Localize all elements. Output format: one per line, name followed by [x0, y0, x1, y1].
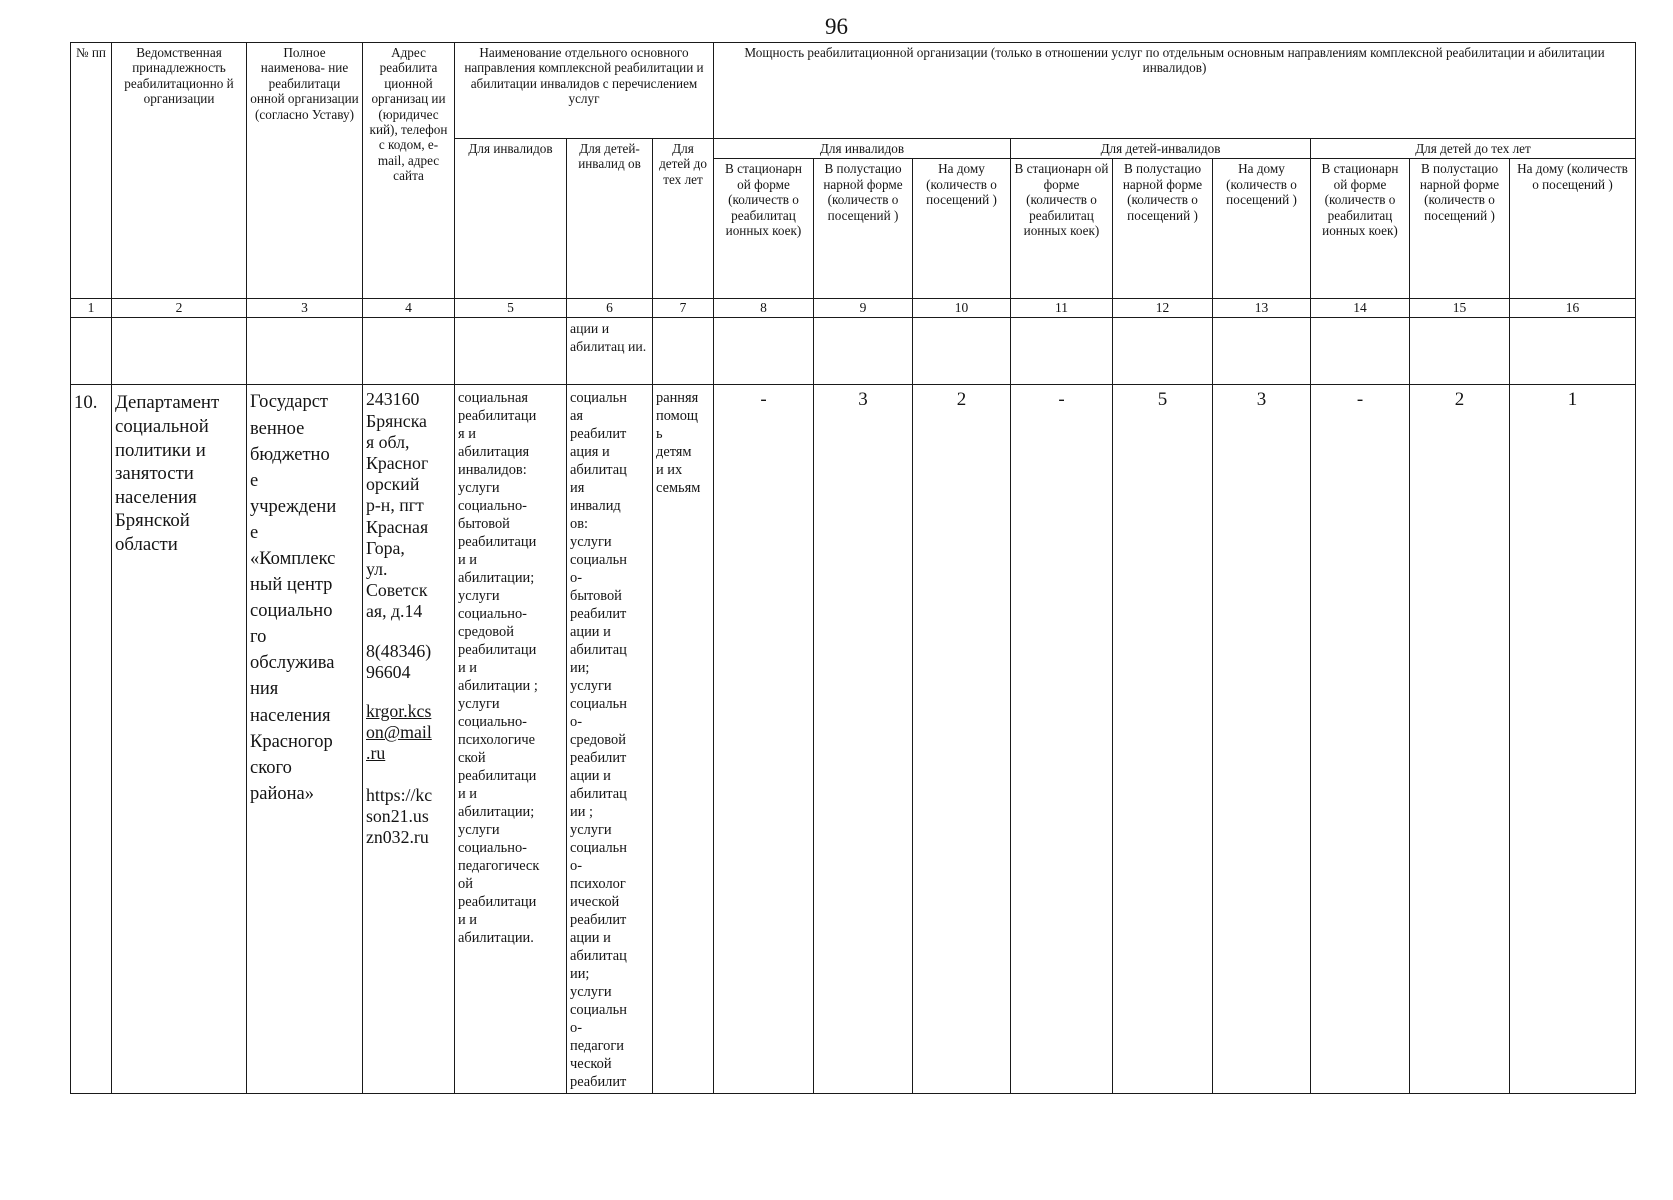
text-line: https://kc	[366, 784, 433, 805]
text-line: абилитации.	[458, 930, 534, 947]
column-number: 10	[913, 299, 1011, 318]
text-line: абилитац	[570, 786, 627, 803]
text-line: средовой	[570, 732, 626, 749]
header-group-disabled: Для инвалидов	[714, 139, 1011, 159]
header-col-address: Адрес реабилита ционной организац ии (юридичес кий), телефон с кодом, e- mail, адрес сайта	[363, 43, 455, 299]
header-sub-disabled: Для инвалидов	[455, 139, 567, 299]
text-line: реабилитаци	[458, 642, 537, 659]
rehabilitation-organizations-table	[70, 42, 1636, 1094]
text-line: son21.us	[366, 805, 429, 826]
text-line: психолог	[570, 876, 626, 893]
record-phone	[366, 641, 451, 683]
text-line: района»	[250, 783, 314, 804]
value-disabled-semistationary: 3	[814, 385, 913, 1094]
text-line: области	[115, 533, 178, 555]
column-number: 2	[112, 299, 247, 318]
text-line: ации и	[570, 624, 611, 641]
text-line: и и	[458, 912, 478, 929]
text-line: социальн	[570, 840, 627, 857]
text-line: абилитации;	[458, 570, 535, 587]
text-line: ия	[570, 480, 585, 497]
text-line: детям	[656, 444, 692, 461]
text-line: социальн	[570, 390, 627, 407]
text-line: занятости	[115, 463, 194, 485]
text-line: ации и	[570, 930, 611, 947]
text-line: ь	[656, 426, 663, 443]
column-number: 4	[363, 299, 455, 318]
text-line: 243160	[366, 389, 420, 410]
text-line: услуги	[570, 534, 612, 551]
text-line: Гора,	[366, 537, 405, 558]
text-line: услуги	[458, 588, 500, 605]
header-at-home: На дому (количеств о посещений )	[913, 159, 1011, 299]
text-line: абилитац	[570, 948, 627, 965]
record-number: 10.	[71, 385, 112, 1094]
text-line: реабилит	[570, 750, 627, 767]
header-sub-under3: Для детей до тех лет	[653, 139, 714, 299]
text-line: услуги	[570, 984, 612, 1001]
text-line: и их	[656, 462, 683, 479]
text-line: го	[250, 627, 267, 648]
text-line: и и	[458, 552, 478, 569]
text-line: ии;	[570, 966, 590, 983]
text-line: ского	[250, 757, 292, 778]
column-number-row	[71, 299, 1636, 318]
text-line: Красная	[366, 516, 429, 537]
column-number: 12	[1113, 299, 1213, 318]
text-line: абилитации;	[458, 804, 535, 821]
text-line: 96604	[366, 661, 411, 682]
text-line: ация и	[570, 444, 610, 461]
text-line: средовой	[458, 624, 514, 641]
text-line: бюджетно	[250, 444, 330, 465]
text-line: инвалидов:	[458, 462, 527, 479]
header-semistationary: В полустацио нарной форме (количеств о посещений )	[814, 159, 913, 299]
record-address	[366, 389, 451, 622]
text-line: ния	[250, 679, 279, 700]
value-disabled-home: 2	[913, 385, 1011, 1094]
text-line: и и	[458, 786, 478, 803]
text-line: социальн	[570, 696, 627, 713]
text-line: инвалид	[570, 498, 621, 515]
column-number: 3	[247, 299, 363, 318]
text-line: абилитац	[570, 642, 627, 659]
record-services-disabled	[455, 385, 567, 1094]
value-disabled-stationary: -	[714, 385, 814, 1094]
value-under3-semistationary: 2	[1410, 385, 1510, 1094]
table-row	[71, 385, 1636, 1094]
text-line: социально-	[458, 606, 527, 623]
record-services-children	[567, 385, 653, 1094]
header-at-home: На дому (количеств о посещений )	[1213, 159, 1311, 299]
record-department	[112, 385, 247, 1094]
value-under3-stationary: -	[1311, 385, 1410, 1094]
header-group-under3: Для детей до тех лет	[1311, 139, 1636, 159]
text-line: социальная	[458, 390, 528, 407]
header-col-capacity: Мощность реабилитационной организации (только в отношении услуг по отдельным основным направлениям комплексной реабилитации и абилитации инвалидов)	[714, 43, 1636, 139]
text-line: венное	[250, 418, 305, 439]
text-line: ул.	[366, 559, 388, 580]
text-line: ов:	[570, 516, 588, 533]
text-line: услуги	[458, 480, 500, 497]
text-line: помощ	[656, 408, 699, 425]
text-line: педагогическ	[458, 858, 540, 875]
header-col-department: Ведомственная принадлежность реабилитационно й организации	[112, 43, 247, 299]
text-line: ный центр	[250, 575, 333, 596]
text-line: социально-	[458, 714, 527, 731]
text-line: социально-	[458, 498, 527, 515]
text-line: услуги	[570, 822, 612, 839]
text-line: реабилит	[570, 1074, 627, 1091]
header-col-fullname: Полное наименова- ние реабилитаци онной организации (согласно Уставу)	[247, 43, 363, 299]
column-number: 15	[1410, 299, 1510, 318]
value-children-semistationary: 5	[1113, 385, 1213, 1094]
text-line: Государст	[250, 392, 329, 413]
text-line: реабилит	[570, 426, 627, 443]
text-line: е	[250, 470, 259, 491]
column-number: 7	[653, 299, 714, 318]
text-line: ской	[458, 750, 486, 767]
header-at-home: На дому (количеств о посещений )	[1510, 159, 1636, 299]
column-number: 5	[455, 299, 567, 318]
header-stationary: В стационарн ой форме (количеств о реабилитац ионных коек)	[714, 159, 814, 299]
text-line: krgor.kcs	[366, 701, 432, 722]
continuation-row	[71, 318, 1636, 385]
header-stationary: В стационарн ой форме (количеств о реабилитац ионных коек)	[1311, 159, 1410, 299]
text-line: услуги	[458, 696, 500, 713]
text-line: семьям	[656, 480, 701, 497]
header-stationary: В стационарн ой форме (количеств о реабилитац ионных коек)	[1011, 159, 1113, 299]
text-line: р-н, пгт	[366, 495, 424, 516]
text-line: социальной	[115, 416, 209, 437]
text-line: реабилитаци	[458, 768, 537, 785]
header-semistationary: В полустацио нарной форме (количеств о посещений )	[1410, 159, 1510, 299]
page-number: 96	[825, 14, 848, 39]
text-line: реабилитаци	[458, 408, 537, 425]
header-group-children: Для детей-инвалидов	[1011, 139, 1311, 159]
text-line: on@mail	[366, 722, 432, 743]
record-contacts	[363, 385, 455, 1094]
text-line: реабилитаци	[458, 534, 537, 551]
text-line: .ru	[366, 743, 386, 764]
column-number: 6	[567, 299, 653, 318]
column-number: 8	[714, 299, 814, 318]
record-fullname	[247, 385, 363, 1094]
text-line: 8(48346)	[366, 640, 432, 661]
header-col-number: № пп	[71, 43, 112, 299]
column-number: 16	[1510, 299, 1636, 318]
text-line: социально-	[458, 840, 527, 857]
text-line: реабилит	[570, 912, 627, 929]
text-line: о-	[570, 858, 582, 875]
text-line: ой	[458, 876, 473, 893]
text-line: педагоги	[570, 1038, 624, 1055]
text-line: о-	[570, 570, 582, 587]
column-number: 11	[1011, 299, 1113, 318]
text-line: бытовой	[570, 588, 622, 605]
text-line: Брянска	[366, 410, 427, 431]
value-children-home: 3	[1213, 385, 1311, 1094]
header-sub-children: Для детей- инвалид ов	[567, 139, 653, 299]
column-number: 9	[814, 299, 913, 318]
text-line: ранняя	[656, 390, 699, 407]
text-line: орский	[366, 474, 420, 495]
column-number: 1	[71, 299, 112, 318]
text-line: Департамент	[115, 392, 220, 414]
text-line: о-	[570, 1020, 582, 1037]
text-line: реабилит	[570, 606, 627, 623]
text-line: ая	[570, 408, 584, 425]
value-under3-home: 1	[1510, 385, 1636, 1094]
text-line: абилитации ;	[458, 678, 538, 695]
text-line: и и	[458, 660, 478, 677]
text-line: е	[250, 522, 259, 543]
text-line: ческой	[570, 1056, 612, 1073]
column-number: 14	[1311, 299, 1410, 318]
text-line: «Комплекс	[250, 548, 336, 569]
text-line: реабилитаци	[458, 894, 537, 911]
text-line: услуги	[570, 678, 612, 695]
text-line: Советск	[366, 580, 428, 601]
text-line: политики и	[115, 439, 206, 461]
text-line: ая, д.14	[366, 601, 423, 622]
column-number: 13	[1213, 299, 1311, 318]
text-line: социально	[250, 601, 333, 622]
value-children-stationary: -	[1011, 385, 1113, 1094]
text-line: абилитация	[458, 444, 530, 461]
text-line: zn032.ru	[366, 827, 429, 848]
header-col-direction: Наименование отдельного основного направления комплексной реабилитации и абилитации инвалидов с перечислением услуг	[455, 43, 714, 139]
text-line: ации и	[570, 768, 611, 785]
text-line: абилитац	[570, 462, 627, 479]
record-services-under3	[653, 385, 714, 1094]
header-semistationary: В полустацио нарной форме (количеств о посещений )	[1113, 159, 1213, 299]
text-line: ической	[570, 894, 620, 911]
record-email-link[interactable]	[366, 701, 451, 765]
continuation-text: ации и абилитац ии.	[567, 318, 653, 385]
text-line: Брянской	[115, 510, 190, 532]
text-line: о-	[570, 714, 582, 731]
text-line: бытовой	[458, 516, 510, 533]
text-line: я и	[458, 426, 476, 443]
record-site[interactable]	[366, 785, 451, 849]
text-line: социальн	[570, 552, 627, 569]
text-line: обслужива	[250, 653, 335, 674]
text-line: услуги	[458, 822, 500, 839]
text-line: социальн	[570, 1002, 627, 1019]
text-line: ии ;	[570, 804, 593, 821]
text-line: населения	[250, 705, 331, 726]
text-line: психологиче	[458, 732, 536, 749]
text-line: населения	[115, 486, 197, 508]
text-line: Красног	[366, 453, 429, 474]
text-line: я обл,	[366, 431, 410, 452]
text-line: Красногор	[250, 731, 333, 752]
text-line: учреждени	[250, 496, 337, 517]
text-line: ии;	[570, 660, 590, 677]
